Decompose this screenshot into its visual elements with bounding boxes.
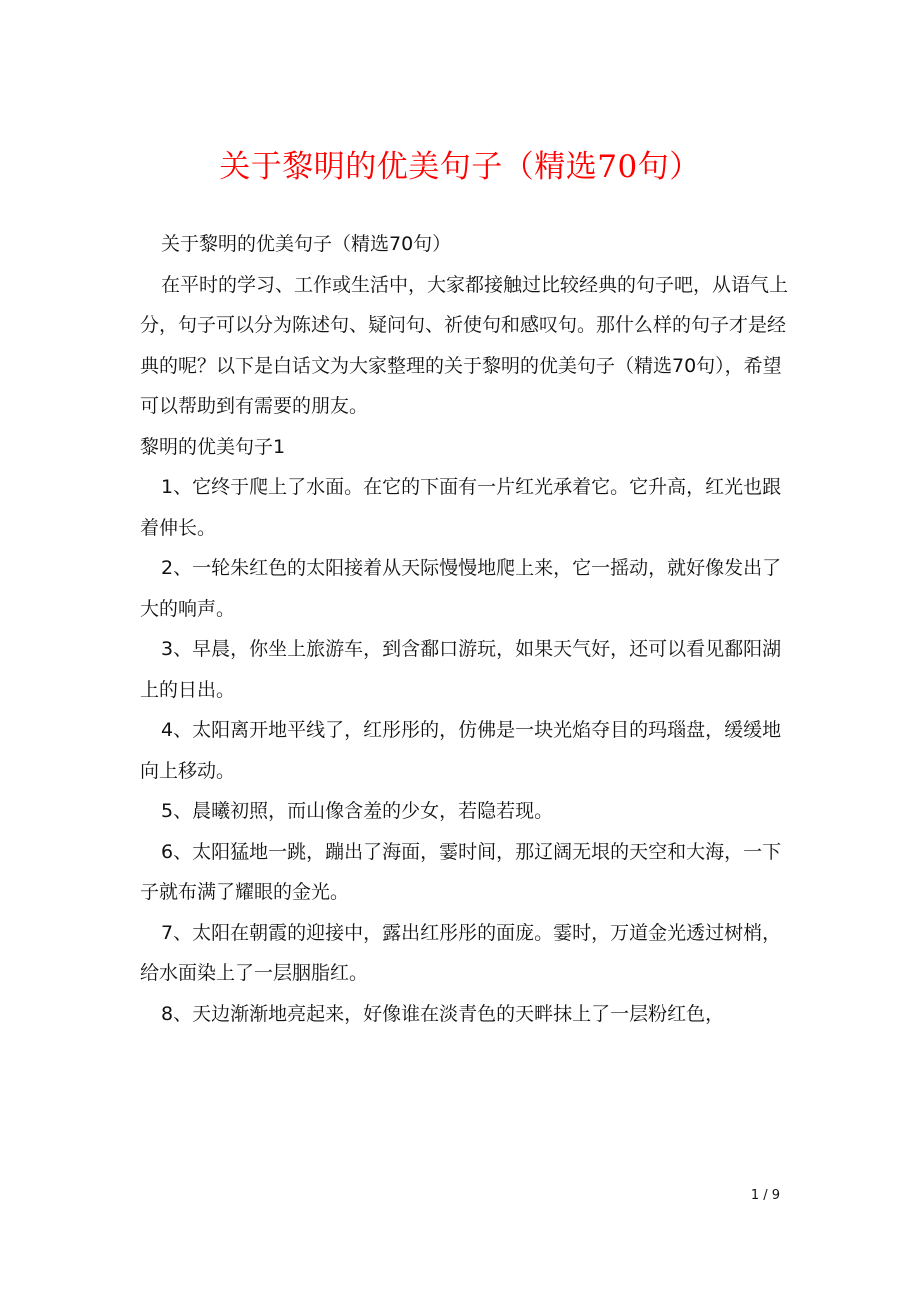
paragraph: 5、晨曦初照，而山像含羞的少女，若隐若现。 xyxy=(161,800,554,822)
paragraph: 6、太阳猛地一跳，蹦出了海面，霎时间，那辽阔无垠的天空和大海，一下子就布满了耀眼的金光。 xyxy=(140,840,782,903)
paragraph: 4、太阳离开地平线了，红彤彤的，仿佛是一块光焰夺目的玛瑙盘，缓缓地向上移动。 xyxy=(140,719,782,782)
paragraph: 关于黎明的优美句子（精选70句） xyxy=(161,233,452,255)
paragraph: 1、它终于爬上了水面。在它的下面有一片红光承着它。它升高，红光也跟着伸长。 xyxy=(140,476,782,539)
paragraph: 7、太阳在朝霞的迎接中，露出红彤彤的面庞。霎时，万道金光透过树梢，给水面染上了一层胭脂红。 xyxy=(140,921,782,984)
paragraph: 3、早晨，你坐上旅游车，到含鄱口游玩，如果天气好，还可以看见鄱阳湖上的日出。 xyxy=(140,638,782,701)
document-body xyxy=(140,224,790,1034)
section-heading: 黎明的优美句子1 xyxy=(140,435,286,458)
page-number: 1 / 9 xyxy=(750,1188,780,1203)
paragraph: 8、天边渐渐地亮起来，好像谁在淡青色的天畔抹上了一层粉红色， xyxy=(161,1002,725,1025)
paragraph: 2、一轮朱红色的太阳接着从天际慢慢地爬上来，它一摇动，就好像发出了大的响声。 xyxy=(140,557,782,620)
document-title: 关于黎明的优美句子（精选70句） xyxy=(219,149,701,185)
paragraph: 在平时的学习、工作或生活中，大家都接触过比较经典的句子吧，从语气上分，句子可以分为陈述句、疑问句、祈使句和感叹句。那什么样的句子才是经典的呢？以下是白话文为大家整理的关于黎明的优美句子（精选70句），希望可以帮助到有需要的朋友。 xyxy=(140,273,789,417)
